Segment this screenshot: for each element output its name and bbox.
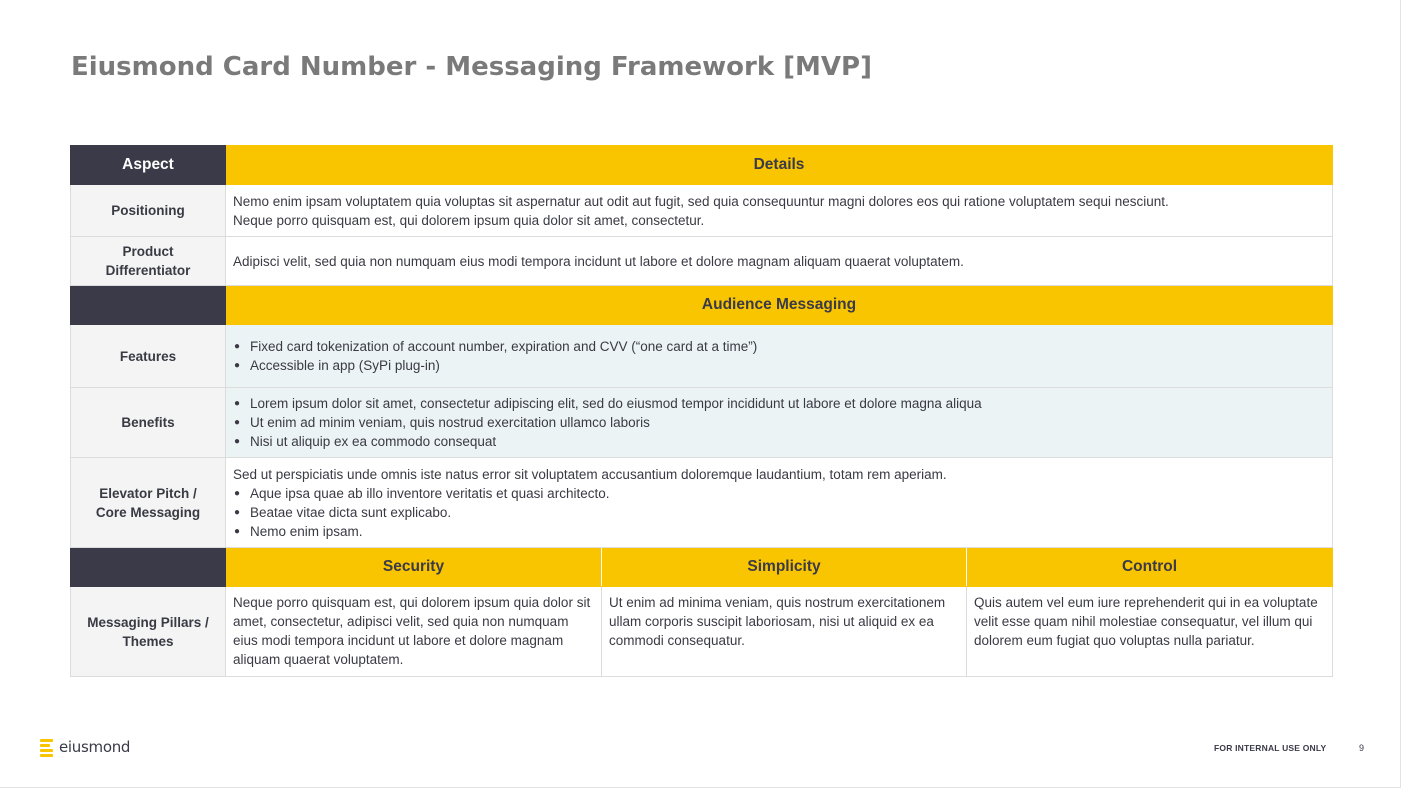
positioning-details [226, 185, 1333, 237]
header-aspect: Aspect [71, 146, 226, 185]
table-row-elevator-pitch [71, 458, 1333, 548]
audience-messaging-header: Audience Messaging [226, 286, 1333, 325]
differentiator-label-line: Differentiator [105, 263, 191, 278]
pillar-header-simplicity: Simplicity [602, 548, 967, 587]
elevator-label-line: Core Messaging [95, 504, 201, 520]
page-number: 9 [1359, 743, 1365, 753]
row-label-benefits: Benefits [71, 388, 226, 458]
pillar-text-security: Neque porro quisquam est, qui dolorem ipsum quia dolor sit amet, consectetur, adipisci velit, sed quia non numquam eius modi tempora incidunt ut labore et dolore magnam aliquam quaerat voluptatem. [226, 587, 602, 677]
pillars-label-line: Messaging Pillars / [87, 614, 209, 630]
row-label-differentiator [71, 237, 226, 286]
table-row-positioning [71, 185, 1333, 237]
positioning-text-line: Neque porro quisquam est, qui dolorem ipsum quia dolor sit amet, consectetur. [233, 212, 705, 228]
elevator-pitch-details [226, 458, 1333, 548]
list-item: ● Lorem ipsum dolor sit amet, consectetur adipiscing elit, sed do eiusmod tempor incididunt ut labore et dolore magna aliqua [233, 394, 1325, 413]
logo-mark-icon [40, 737, 54, 757]
pillars-header-row [71, 548, 1333, 587]
header-details: Details [226, 146, 1333, 185]
list-item: ● Aque ipsa quae ab illo inventore veritatis et quasi architecto. [233, 484, 1325, 503]
list-item: ● Nisi ut aliquip ex ea commodo consequat [233, 432, 1325, 451]
footer-logo [40, 737, 130, 757]
list-item: ● Ut enim ad minim veniam, quis nostrud exercitation ullamco laboris [233, 413, 1325, 432]
internal-use-note: FOR INTERNAL USE ONLY [1214, 743, 1327, 753]
differentiator-label-line: Product [122, 244, 174, 259]
page-title: Eiusmond Card Number - Messaging Framework [MVP] [71, 52, 872, 82]
table-row-benefits [71, 388, 1333, 458]
pillar-header-control: Control [967, 548, 1333, 587]
pillars-label-line: Themes [122, 633, 174, 649]
row-label-messaging-pillars [71, 587, 226, 677]
table-row-messaging-pillars [71, 587, 1333, 677]
pillar-text-control: Quis autem vel eum iure reprehenderit qui in ea voluptate velit esse quam nihil molestiae consequatur, vel illum qui dolorem eum fugiat quo voluptas nulla pariatur. [967, 587, 1333, 677]
list-item: ● Accessible in app (SyPi plug-in) [233, 356, 1325, 375]
audience-header-row [71, 286, 1333, 325]
pillar-header-security: Security [226, 548, 602, 587]
elevator-intro: Sed ut perspiciatis unde omnis iste natus error sit voluptatem accusantium doloremque laudantium, totam rem aperiam. [233, 466, 947, 482]
table-header-row [71, 146, 1333, 185]
list-item: ● Beatae vitae dicta sunt explicabo. [233, 503, 1325, 522]
table-row-features [71, 325, 1333, 388]
messaging-framework-table [70, 145, 1333, 677]
row-label-elevator-pitch [71, 458, 226, 548]
logo-text: eiusmond [59, 738, 131, 756]
audience-header-spacer [71, 286, 226, 325]
features-details [226, 325, 1333, 388]
differentiator-details: Adipisci velit, sed quia non numquam eius modi tempora incidunt ut labore et dolore magnam aliquam quaerat voluptatem. [226, 237, 1333, 286]
row-label-positioning: Positioning [71, 185, 226, 237]
pillars-header-spacer [71, 548, 226, 587]
list-item: ● Fixed card tokenization of account number, expiration and CVV (“one card at a time”) [233, 337, 1325, 356]
table-row-differentiator [71, 237, 1333, 286]
elevator-points-list [233, 484, 1325, 541]
list-item: ● Nemo enim ipsam. [233, 522, 1325, 541]
benefits-list [233, 394, 1325, 451]
elevator-label-line: Elevator Pitch / [99, 485, 197, 501]
positioning-text-line: Nemo enim ipsam voluptatem quia voluptas sit aspernatur aut odit aut fugit, sed quia consequuntur magni dolores eos qui ratione voluptatem sequi nesciunt. [233, 193, 1169, 209]
benefits-details [226, 388, 1333, 458]
pillar-text-simplicity: Ut enim ad minima veniam, quis nostrum exercitationem ullam corporis suscipit laboriosam, nisi ut aliquid ex ea commodi consequatur. [602, 587, 967, 677]
features-list [233, 337, 1325, 375]
row-label-features: Features [71, 325, 226, 388]
